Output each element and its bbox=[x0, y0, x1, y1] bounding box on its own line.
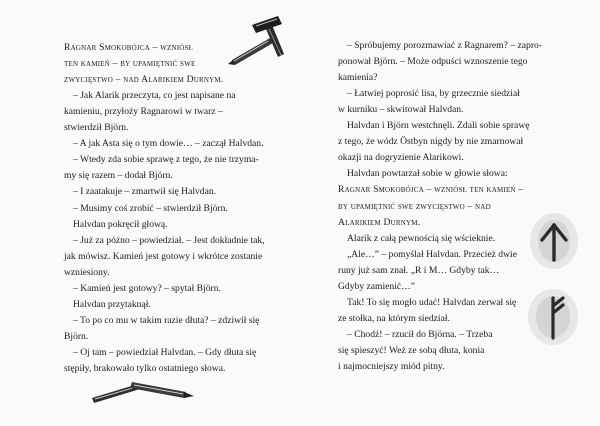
text-line: Halvdan powtarzał sobie w głowie słowa: bbox=[347, 168, 508, 180]
chisel-icon bbox=[130, 382, 194, 398]
text-line: my się razem – dodał Björn. bbox=[64, 170, 173, 182]
text-line: – Oj tam – powiedział Halvdan. – Gdy dłuta się bbox=[73, 346, 257, 358]
text-line: się spieszyć! Weź ze sobą dłuta, konia bbox=[338, 344, 485, 356]
text-line: stępiły, brakowało tylko ostatniego słowa. bbox=[64, 363, 226, 374]
text-line: runy już sam znał. „R i M… Gdyby tak… bbox=[338, 264, 500, 276]
chisels-illustration bbox=[88, 372, 198, 406]
text-line: z tego, że wódz Östbyn nigdy by nie zmarnował bbox=[338, 136, 524, 148]
chisel-icon bbox=[228, 38, 273, 65]
text-line: zwycięstwo – nad Alarikiem Durnym. bbox=[64, 74, 224, 86]
text-line: jak mówisz. Kamień jest gotowy i wkrótce zostanie bbox=[64, 250, 263, 262]
text-line: Halvdan pokręcił głową. bbox=[73, 218, 168, 230]
text-line: ten kamień – by upamiętnić swe bbox=[64, 58, 196, 70]
text-line: Gdyby zamienić…” bbox=[338, 280, 415, 292]
text-line: ponował Björn. – Może odpuści wznoszenie tego bbox=[338, 56, 528, 68]
text-line: – I zaatakuje – zmartwił się Halvdan. bbox=[73, 186, 217, 198]
text-line: – Musimy coś zrobić – stwierdził Björn. bbox=[73, 202, 228, 214]
text-line: kamienia? bbox=[338, 72, 378, 84]
rune-illustration-bottom bbox=[526, 286, 580, 348]
text-line: Alarikiem Durnym. bbox=[338, 216, 421, 228]
text-line: – Wtedy zda sobie sprawę z tego, że nie trzyma- bbox=[73, 154, 259, 166]
text-line: – Kamień jest gotowy? – spytał Björn. bbox=[73, 282, 221, 294]
text-line: Alarik z całą pewnością się wścieknie. bbox=[347, 232, 496, 244]
text-line: Halvdan i Björn westchnęli. Zdali sobie sprawę bbox=[347, 120, 530, 132]
text-line: Ragnar Smokobójca – wzniósł ten kamień – bbox=[338, 184, 524, 196]
text-line: – Jak Alarik przeczyta, co jest napisane na bbox=[73, 90, 236, 102]
text-line: by upamiętnić swe zwycięstwo – nad bbox=[338, 200, 491, 212]
text-line: Halvdan przytaknął. bbox=[73, 298, 151, 310]
text-line: okazji na dogryzienie Alarikowi. bbox=[338, 152, 464, 164]
text-line: Björn. bbox=[64, 330, 89, 342]
text-line: Tak! To się mogło udać! Halvdan zerwał się bbox=[347, 296, 517, 308]
text-line: – Spróbujemy porozmawiać z Ragnarem? – zapro- bbox=[347, 40, 542, 51]
text-line: – Już za późno – powiedział. – Jest dokładnie tak, bbox=[73, 234, 265, 246]
text-line: „Ale…” – pomyślał Halvdan. Przecież dwie bbox=[347, 248, 517, 260]
text-line: – A jak Asta się o tym dowie… – zaczął Halvdan. bbox=[73, 138, 264, 150]
text-line: – To po co mu w takim razie dłuta? – zdziwił się bbox=[73, 314, 260, 326]
text-line: w kurniku – skwitował Halvdan. bbox=[338, 104, 464, 116]
text-line: i najmocniejszy miód pitny. bbox=[338, 361, 445, 372]
text-line: kamieniu, przyłoży Ragnarowi w twarz – bbox=[64, 106, 223, 118]
text-line: stwierdził Björn. bbox=[64, 122, 129, 134]
text-line: – Chodź! – rzucił do Björna. – Trzeba bbox=[347, 328, 493, 340]
rune-illustration-top bbox=[528, 210, 580, 272]
text-line: ze stołka, na którym siedział. bbox=[338, 312, 450, 324]
text-line: – Łatwiej poprosić lisa, by grzecznie siedział bbox=[347, 88, 520, 100]
text-line: Ragnar Smokobójca – wzniósł bbox=[64, 42, 194, 53]
hammer-chisel-illustration bbox=[226, 16, 292, 70]
text-line: wzniesiony. bbox=[64, 266, 110, 278]
